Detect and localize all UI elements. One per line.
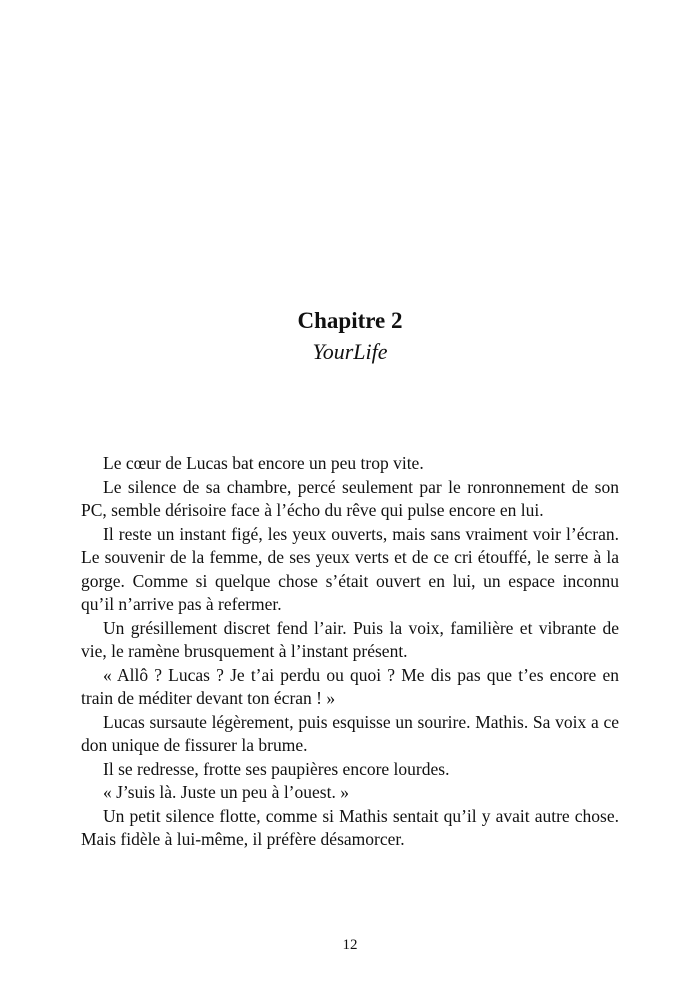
paragraph: Le silence de sa chambre, percé seulement par le ronronnement de son PC, semble dérisoire face à l’écho du rêve qui pulse encore en lui. [81,476,619,520]
paragraph: Il se redresse, frotte ses paupières encore lourdes. [103,758,450,779]
body-text [81,452,619,852]
paragraph: Lucas sursaute légèrement, puis esquisse un sourire. Mathis. Sa voix a ce don unique de fissurer la brume. [81,711,619,755]
paragraph: Le cœur de Lucas bat encore un peu trop vite. [103,453,424,473]
chapter-heading [0,305,700,367]
paragraph: « J’suis là. Juste un peu à l’ouest. » [103,782,349,802]
chapter-title: Chapitre 2 [297,308,403,333]
paragraph: Un grésillement discret fend l’air. Puis la voix, familière et vibrante de vie, le ramène brusquement à l’instant présent. [81,617,619,661]
paragraph: « Allô ? Lucas ? Je t’ai perdu ou quoi ? Me dis pas que t’es encore en train de méditer devant ton écran ! » [81,664,619,708]
page-number: 12 [342,937,358,953]
chapter-subtitle: YourLife [312,339,388,364]
paragraph: Il reste un instant figé, les yeux ouverts, mais sans vraiment voir l’écran. Le souvenir de la femme, de ses yeux verts et de ce cri étouffé, le serre à la gorge. Comme si quelque chose s’était ouvert en lui, un espace inconnu qu’il n’arrive pas à refermer. [81,523,619,614]
paragraph: Un petit silence flotte, comme si Mathis sentait qu’il y avait autre chose. Mais fidèle à lui-même, il préfère désamorcer. [81,805,619,849]
